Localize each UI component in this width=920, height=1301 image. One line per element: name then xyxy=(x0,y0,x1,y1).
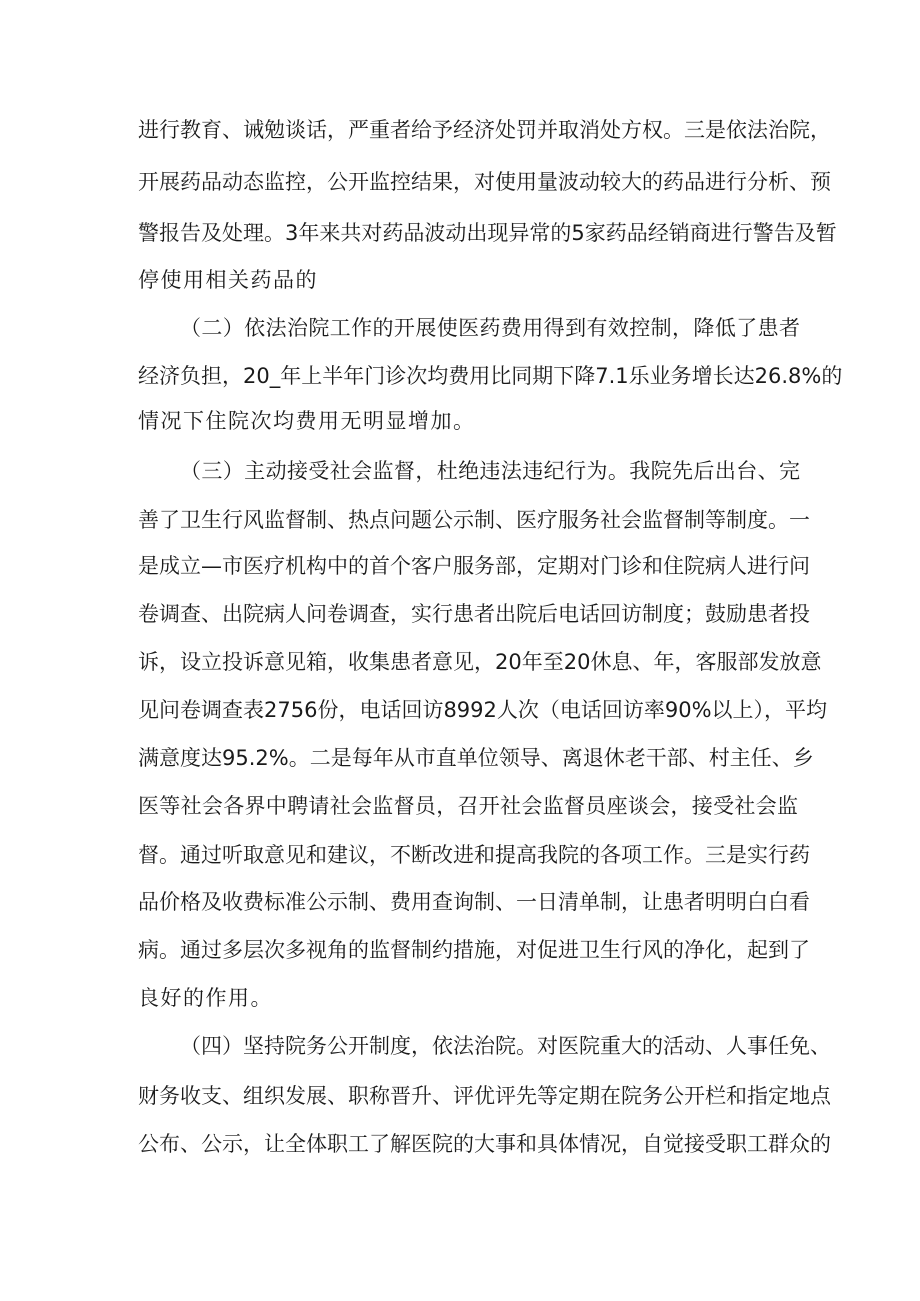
text-line: 病。通过多层次多视角的监督制约措施，对促进卫生行风的净化，起到了 xyxy=(138,938,810,962)
text-line: 警报告及处理。3年来共对药品波动出现异常的5家药品经销商进行警告及暂 xyxy=(138,221,837,245)
text-line: （三）主动接受社会监督，杜绝违法违纪行为。我院先后出台、完 xyxy=(180,459,800,483)
text-line: （二）依法治院工作的开展使医药费用得到有效控制，降低了患者 xyxy=(180,316,800,340)
text-line: 品价格及收费标准公示制、费用查询制、一日清单制，让患者明明白白看 xyxy=(138,890,810,914)
text-line: 诉，设立投诉意见箱，收集患者意见，20年至20休息、年，客服部发放意 xyxy=(138,650,822,674)
text-line: 开展药品动态监控，公开监控结果，对使用量波动较大的药品进行分析、预 xyxy=(138,170,831,194)
text-line: 经济负担，20_年上半年门诊次均费用比同期下降7.1乐业务增长达26.8%的 xyxy=(138,364,843,388)
text-line: 情况下住院次均费用无明显增加。 xyxy=(138,409,476,433)
text-line: 良好的作用。 xyxy=(138,986,273,1010)
text-line: （四）坚持院务公开制度，依法治院。对医院重大的活动、人事任免、 xyxy=(180,1034,831,1058)
text-line: 停使用相关药品的 xyxy=(138,268,318,292)
text-line: 公布、公示，让全体职工了解医院的大事和具体情况，自觉接受职工群众的 xyxy=(138,1132,831,1156)
text-line: 满意度达95.2%。二是每年从市直单位领导、离退休老干部、村主任、乡 xyxy=(138,746,814,770)
text-line: 见问卷调查表2756份，电话回访8992人次（电话回访率90%以上），平均 xyxy=(138,698,828,722)
text-line: 进行教育、诫勉谈话，严重者给予经济处罚并取消处方权。三是依法治院， xyxy=(138,118,831,142)
text-line: 是成立—市医疗机构中的首个客户服务部，定期对门诊和住院病人进行问 xyxy=(138,554,810,578)
text-line: 善了卫生行风监督制、热点问题公示制、医疗服务社会监督制等制度。一 xyxy=(138,508,810,532)
text-line: 财务收支、组织发展、职称晋升、评优评先等定期在院务公开栏和指定地点 xyxy=(138,1084,831,1108)
text-line: 卷调查、出院病人问卷调查，实行患者出院后电话回访制度；鼓励患者投 xyxy=(138,602,810,626)
text-line: 医等社会各界中聘请社会监督员，召开社会监督员座谈会，接受社会监 xyxy=(138,794,798,818)
text-line: 督。通过听取意见和建议，不断改进和提高我院的各项工作。三是实行药 xyxy=(138,843,810,867)
